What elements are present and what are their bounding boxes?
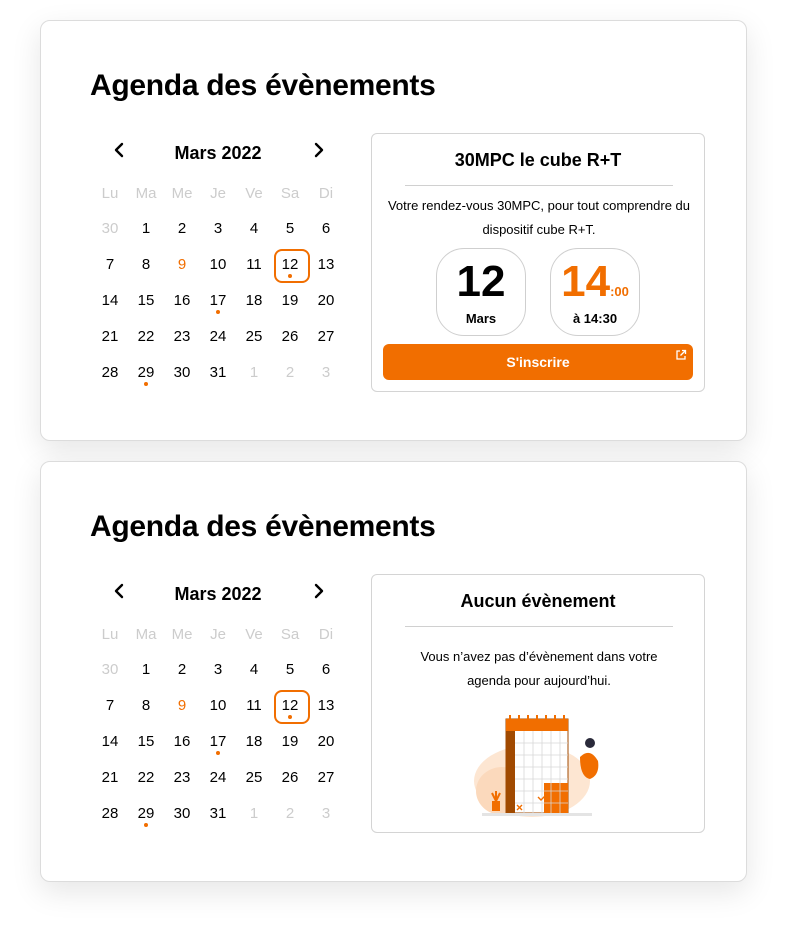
weekday-header	[92, 616, 344, 652]
event-day: 12	[456, 257, 506, 306]
calendar-day-today[interactable]: 9	[177, 256, 187, 273]
calendar-week	[92, 211, 344, 247]
event-dot	[216, 310, 220, 314]
event-dot	[288, 715, 292, 719]
weekday-label: Lu	[101, 184, 119, 202]
day-number: 12	[281, 697, 299, 714]
event-title: 30MPC le cube R+T	[454, 150, 622, 170]
calendar-day[interactable]: 1	[141, 661, 151, 678]
calendar-day[interactable]: 31	[209, 805, 227, 822]
calendar-day[interactable]: 15	[137, 733, 155, 750]
calendar-day-outside-month[interactable]: 30	[101, 220, 119, 237]
event-month: Mars	[465, 311, 497, 326]
agenda-card-empty	[40, 461, 747, 882]
calendar	[92, 133, 380, 391]
calendar-day[interactable]: 11	[246, 256, 262, 273]
register-button[interactable]	[383, 344, 693, 380]
month-label: Mars 2022	[174, 584, 262, 604]
weekday-label: Di	[318, 184, 334, 202]
chevron-right-icon	[313, 142, 325, 158]
weekday-label: Me	[171, 184, 193, 202]
calendar-day-outside-month[interactable]: 2	[285, 364, 295, 381]
agenda-card-with-event	[40, 20, 747, 441]
day-number: 17	[209, 292, 227, 309]
calendar-week	[92, 319, 344, 355]
weekday-label: Ve	[245, 625, 263, 643]
calendar-day[interactable]: 5	[285, 220, 295, 237]
calendar-day[interactable]: 28	[101, 805, 119, 822]
month-label: Mars 2022	[174, 143, 262, 163]
calendar-day-outside-month[interactable]: 1	[249, 364, 259, 381]
divider	[405, 185, 673, 186]
calendar-day[interactable]: 6	[321, 661, 331, 678]
day-number: 29	[137, 364, 155, 381]
calendar-day-with-event[interactable]	[128, 355, 164, 391]
weekday-label: Sa	[280, 625, 300, 643]
calendar-week	[92, 688, 344, 724]
calendar-day[interactable]: 11	[246, 697, 262, 714]
weekday-label: Me	[171, 625, 193, 643]
calendar-header	[92, 574, 380, 616]
agenda-title: Agenda des évènements	[90, 69, 436, 102]
calendar-day[interactable]: 16	[173, 292, 191, 309]
weekday-label: Sa	[280, 184, 300, 202]
calendar-header	[92, 133, 380, 175]
weekday-label: Ve	[245, 184, 263, 202]
weekday-label: Lu	[101, 625, 119, 643]
calendar-day[interactable]: 30	[173, 364, 191, 381]
empty-state-title: Aucun évènement	[460, 591, 616, 611]
empty-state-description: Vous n’avez pas d’évènement dans votre agenda pour aujourd’hui.	[420, 649, 658, 688]
calendar-week	[92, 283, 344, 319]
empty-state-panel	[371, 574, 705, 833]
calendar-day-selected[interactable]	[272, 688, 308, 724]
calendar-day[interactable]: 8	[141, 256, 151, 273]
weekday-label: Je	[210, 184, 226, 202]
calendar-week	[92, 652, 344, 688]
calendar-day-selected[interactable]	[272, 247, 308, 283]
calendar-day[interactable]: 16	[173, 733, 191, 750]
event-date-badge	[436, 248, 526, 336]
calendar-day[interactable]: 6	[321, 220, 331, 237]
calendar-day[interactable]: 24	[209, 769, 227, 786]
calendar-day[interactable]: 25	[245, 769, 263, 786]
event-dot	[144, 382, 148, 386]
register-button-label: S'inscrire	[506, 354, 570, 370]
day-number: 12	[281, 256, 299, 273]
calendar-day[interactable]: 7	[105, 256, 115, 273]
event-time	[551, 257, 639, 317]
calendar-day[interactable]: 3	[213, 661, 223, 678]
calendar-day[interactable]: 24	[209, 328, 227, 345]
event-dot	[216, 751, 220, 755]
calendar-day[interactable]: 4	[249, 220, 259, 237]
calendar-day[interactable]: 15	[137, 292, 155, 309]
calendar-day[interactable]: 26	[281, 769, 299, 786]
event-description: Votre rendez-vous 30MPC, pour tout comprendre du dispositif cube R+T.	[387, 198, 691, 237]
calendar-day[interactable]: 23	[173, 769, 191, 786]
calendar-day[interactable]: 20	[317, 733, 335, 750]
calendar-day[interactable]: 20	[317, 292, 335, 309]
event-time-badge	[550, 248, 640, 336]
event-time-label: à 14:30	[572, 311, 618, 326]
calendar-day[interactable]: 22	[137, 328, 155, 345]
event-dot	[288, 274, 292, 278]
calendar-day[interactable]: 25	[245, 328, 263, 345]
calendar-day[interactable]: 13	[317, 256, 335, 273]
next-month-button[interactable]	[308, 580, 330, 602]
calendar-day-outside-month[interactable]: 3	[321, 364, 331, 381]
weekday-header	[92, 175, 344, 211]
calendar-day-outside-month[interactable]: 3	[321, 805, 331, 822]
calendar-week	[92, 760, 344, 796]
calendar-day-with-event[interactable]	[200, 724, 236, 760]
calendar-day[interactable]: 23	[173, 328, 191, 345]
calendar-day[interactable]: 22	[137, 769, 155, 786]
calendar-day-outside-month[interactable]: 2	[285, 805, 295, 822]
calendar-day[interactable]: 1	[141, 220, 151, 237]
weekday-label: Di	[318, 625, 334, 643]
calendar-day[interactable]: 21	[101, 328, 119, 345]
calendar-day[interactable]: 3	[213, 220, 223, 237]
calendar-day[interactable]: 7	[105, 697, 115, 714]
calendar-week	[92, 355, 344, 391]
agenda-title: Agenda des évènements	[90, 510, 436, 543]
calendar-week	[92, 724, 344, 760]
calendar-day[interactable]: 26	[281, 328, 299, 345]
calendar-day-outside-month[interactable]: 30	[101, 661, 119, 678]
calendar-day[interactable]: 2	[177, 220, 187, 237]
calendar-week	[92, 247, 344, 283]
calendar-week	[92, 796, 344, 832]
calendar-day[interactable]: 19	[281, 292, 299, 309]
calendar-day[interactable]: 4	[249, 661, 259, 678]
weekday-label: Je	[210, 625, 226, 643]
calendar-day[interactable]: 27	[317, 769, 335, 786]
calendar-day[interactable]: 18	[245, 733, 263, 750]
calendar-day[interactable]: 10	[209, 697, 227, 714]
calendar-day[interactable]: 2	[177, 661, 187, 678]
calendar-day-with-event[interactable]	[200, 283, 236, 319]
calendar-day-with-event[interactable]	[128, 796, 164, 832]
event-minutes: :00	[610, 284, 629, 299]
day-number: 17	[209, 733, 227, 750]
calendar-day[interactable]: 28	[101, 364, 119, 381]
calendar-day[interactable]: 10	[209, 256, 227, 273]
calendar-day[interactable]: 31	[209, 364, 227, 381]
event-hour: 14	[561, 257, 611, 306]
day-number: 29	[137, 805, 155, 822]
external-link-icon	[675, 349, 687, 361]
weekday-label: Ma	[135, 625, 157, 643]
event-dot	[144, 823, 148, 827]
calendar-day[interactable]: 5	[285, 661, 295, 678]
calendar-day[interactable]: 30	[173, 805, 191, 822]
chevron-right-icon	[313, 583, 325, 599]
calendar-day[interactable]: 21	[101, 769, 119, 786]
calendar-day[interactable]: 8	[141, 697, 151, 714]
divider	[405, 626, 673, 627]
calendar-day-outside-month[interactable]: 1	[249, 805, 259, 822]
calendar	[92, 574, 380, 832]
calendar-day[interactable]: 19	[281, 733, 299, 750]
calendar-day[interactable]: 27	[317, 328, 335, 345]
calendar-day[interactable]: 14	[101, 292, 119, 309]
calendar-day[interactable]: 18	[245, 292, 263, 309]
weekday-label: Ma	[135, 184, 157, 202]
event-panel	[371, 133, 705, 392]
calendar-day-today[interactable]: 9	[177, 697, 187, 714]
calendar-day[interactable]: 13	[317, 697, 335, 714]
next-month-button[interactable]	[308, 139, 330, 161]
calendar-day[interactable]: 14	[101, 733, 119, 750]
empty-calendar-illustration-icon	[472, 709, 602, 821]
